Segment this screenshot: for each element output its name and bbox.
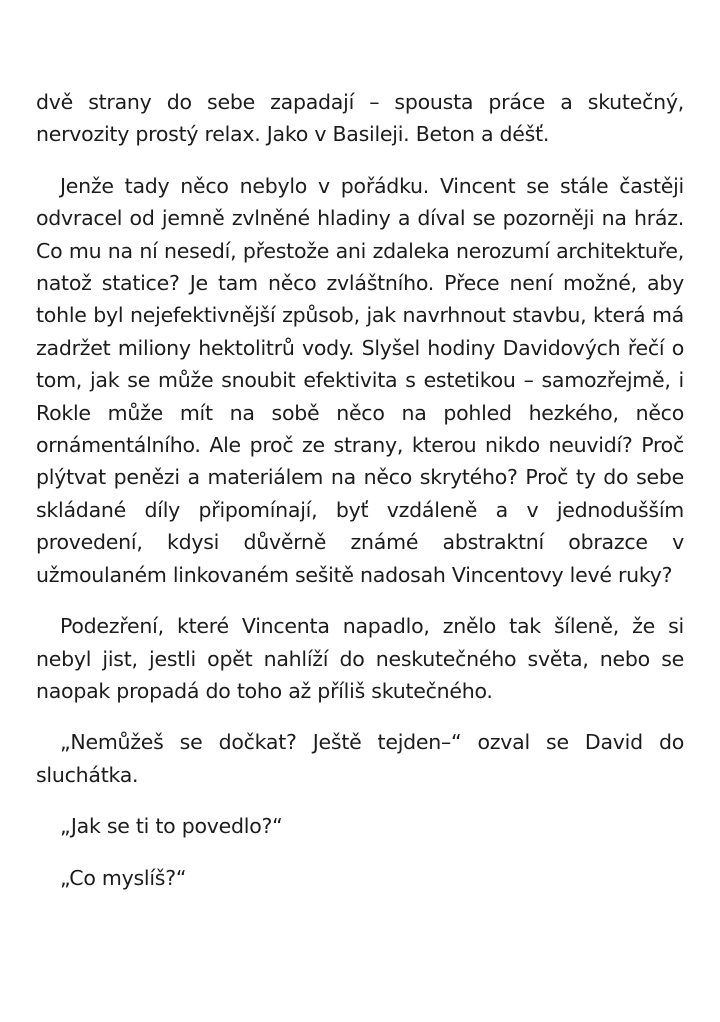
paragraph-5: „Jak se ti to povedlo?“ bbox=[60, 814, 283, 839]
paragraph-2: Jenže tady něco nebylo v pořádku. Vincent se stále častěji odvracel od jemně zvlněné hladiny a díval se pozorněji na hráz. Co mu na ní nesedí, přestože ani zdaleka nerozumí architektuře, natož statice? Je tam něco zvláštního. Přece není možné, aby tohle byl nejefektivnější způsob, jak navrhnout stavbu, která má zadržet miliony hektolitrů vody. Slyšel hodiny Davidových řečí o tom, jak se může snoubit efektivita s estetikou – samozřejmě, i Rokle může mít na sobě něco na pohled hezkého, něco ornámentálního. Ale proč ze strany, kterou nikdo neuvidí? Proč plýtvat penězi a materiálem na něco skrytého? Proč ty do sebe skládané díly připomínají, byť vzdáleně a v jednodušším provedení, kdysi důvěrně známé abstraktní obrazce v užmoulaném linkovaném sešitě nadosah Vincentovy levé ruky? bbox=[36, 173, 684, 587]
paragraph-6: „Co myslíš?“ bbox=[60, 865, 187, 890]
paragraph-3: Podezření, které Vincenta napadlo, znělo tak šíleně, že si nebyl jist, jestli opět nahlíží do neskutečného světa, nebo se naopak propadá do toho až příliš skutečného. bbox=[36, 614, 684, 703]
paragraph-4: „Nemůžeš se dočkat? Ještě tejden–“ ozval se David do sluchátka. bbox=[36, 730, 684, 787]
paragraph-1: dvě strany do sebe zapadají – spousta práce a skutečný, nervozity prostý relax. Jako v Basileji. Beton a déšť. bbox=[36, 90, 684, 147]
page-body bbox=[36, 86, 684, 913]
